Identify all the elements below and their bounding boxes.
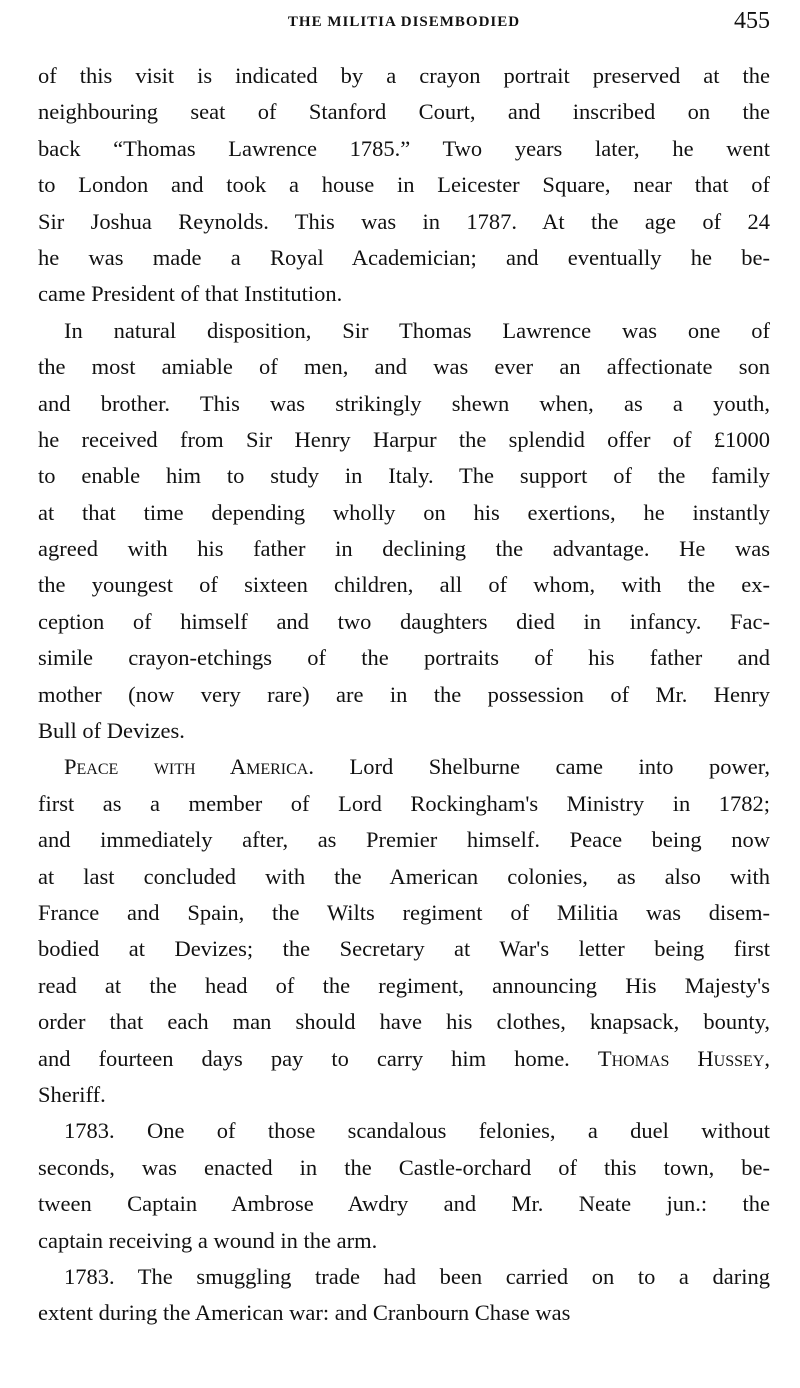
- text-line: Sir Joshua Reynolds. This was in 1787. At the age of 24: [38, 208, 770, 234]
- text-line: [38, 749, 770, 785]
- text-line: first as a member of Lord Rockingham's Ministry in 1782;: [38, 790, 770, 816]
- text-line: [38, 1041, 770, 1077]
- text-line: at that time depending wholly on his exertions, he instantly: [38, 499, 770, 525]
- text-line: of this visit is indicated by a crayon portrait preserved at the: [38, 63, 770, 88]
- text-line: read at the head of the regiment, announcing His Majesty's: [38, 972, 770, 998]
- text-line: the youngest of sixteen children, all of whom, with the ex-: [38, 572, 770, 598]
- text-line: order that each man should have his clothes, knapsack, bounty,: [38, 1009, 770, 1035]
- text-line: he received from Sir Henry Harpur the splendid offer of £1000: [38, 426, 770, 452]
- running-title: THE MILITIA DISEMBODIED: [287, 14, 521, 30]
- text-line: captain receiving a wound in the arm.: [38, 1227, 378, 1253]
- text-line: Sheriff.: [38, 1081, 106, 1107]
- text-line: at last concluded with the American colonies, as also with: [38, 863, 770, 889]
- text-line: to London and took a house in Leicester Square, near that of: [38, 172, 770, 198]
- text-line: bodied at Devizes; the Secretary at War's letter being first: [38, 936, 770, 962]
- page-number: 455: [734, 8, 770, 34]
- text-line: mother (now very rare) are in the possession of Mr. Henry: [38, 681, 770, 707]
- text-line: he was made a Royal Academician; and eventually he be-: [38, 244, 770, 270]
- text-line: France and Spain, the Wilts regiment of Militia was disem-: [38, 899, 770, 925]
- text-line: neighbouring seat of Stanford Court, and inscribed on the: [38, 99, 770, 125]
- text-line: seconds, was enacted in the Castle-orchard of this town, be-: [38, 1154, 770, 1180]
- small-caps-text: Peace with America.: [64, 754, 314, 780]
- text-line: extent during the American war: and Cranbourn Chase was: [38, 1300, 571, 1326]
- text-segment: and fourteen days pay to carry him home.: [38, 1045, 598, 1071]
- page-body: [38, 58, 770, 1332]
- text-segment: Lord Shelburne came into power,: [313, 754, 770, 780]
- small-caps-text: Thomas Hussey,: [597, 1045, 770, 1071]
- paragraph: [38, 58, 770, 313]
- text-line: agreed with his father in declining the advantage. He was: [38, 536, 770, 562]
- paragraph: [38, 313, 770, 750]
- text-line: back “Thomas Lawrence 1785.” Two years later, he went: [38, 135, 770, 161]
- text-line: ception of himself and two daughters died in infancy. Fac-: [38, 608, 770, 634]
- text-line: 1783. The smuggling trade had been carried on to a daring: [64, 1263, 770, 1289]
- text-line: to enable him to study in Italy. The support of the family: [38, 463, 770, 489]
- paragraph: [38, 1113, 770, 1259]
- text-line: In natural disposition, Sir Thomas Lawrence was one of: [64, 317, 770, 343]
- text-line: and brother. This was strikingly shewn when, as a youth,: [38, 390, 770, 416]
- text-line: and immediately after, as Premier himself. Peace being now: [38, 827, 770, 853]
- text-line: tween Captain Ambrose Awdry and Mr. Neate jun.: the: [38, 1191, 770, 1217]
- paragraph: [38, 749, 770, 1113]
- page-header: [38, 8, 770, 38]
- text-line: came President of that Institution.: [38, 281, 343, 307]
- text-line: Bull of Devizes.: [38, 718, 185, 744]
- text-line: the most amiable of men, and was ever an affectionate son: [38, 354, 770, 380]
- text-line: 1783. One of those scandalous felonies, a duel without: [64, 1118, 770, 1144]
- paragraph: [38, 1259, 770, 1332]
- text-line: simile crayon-etchings of the portraits of his father and: [38, 645, 770, 671]
